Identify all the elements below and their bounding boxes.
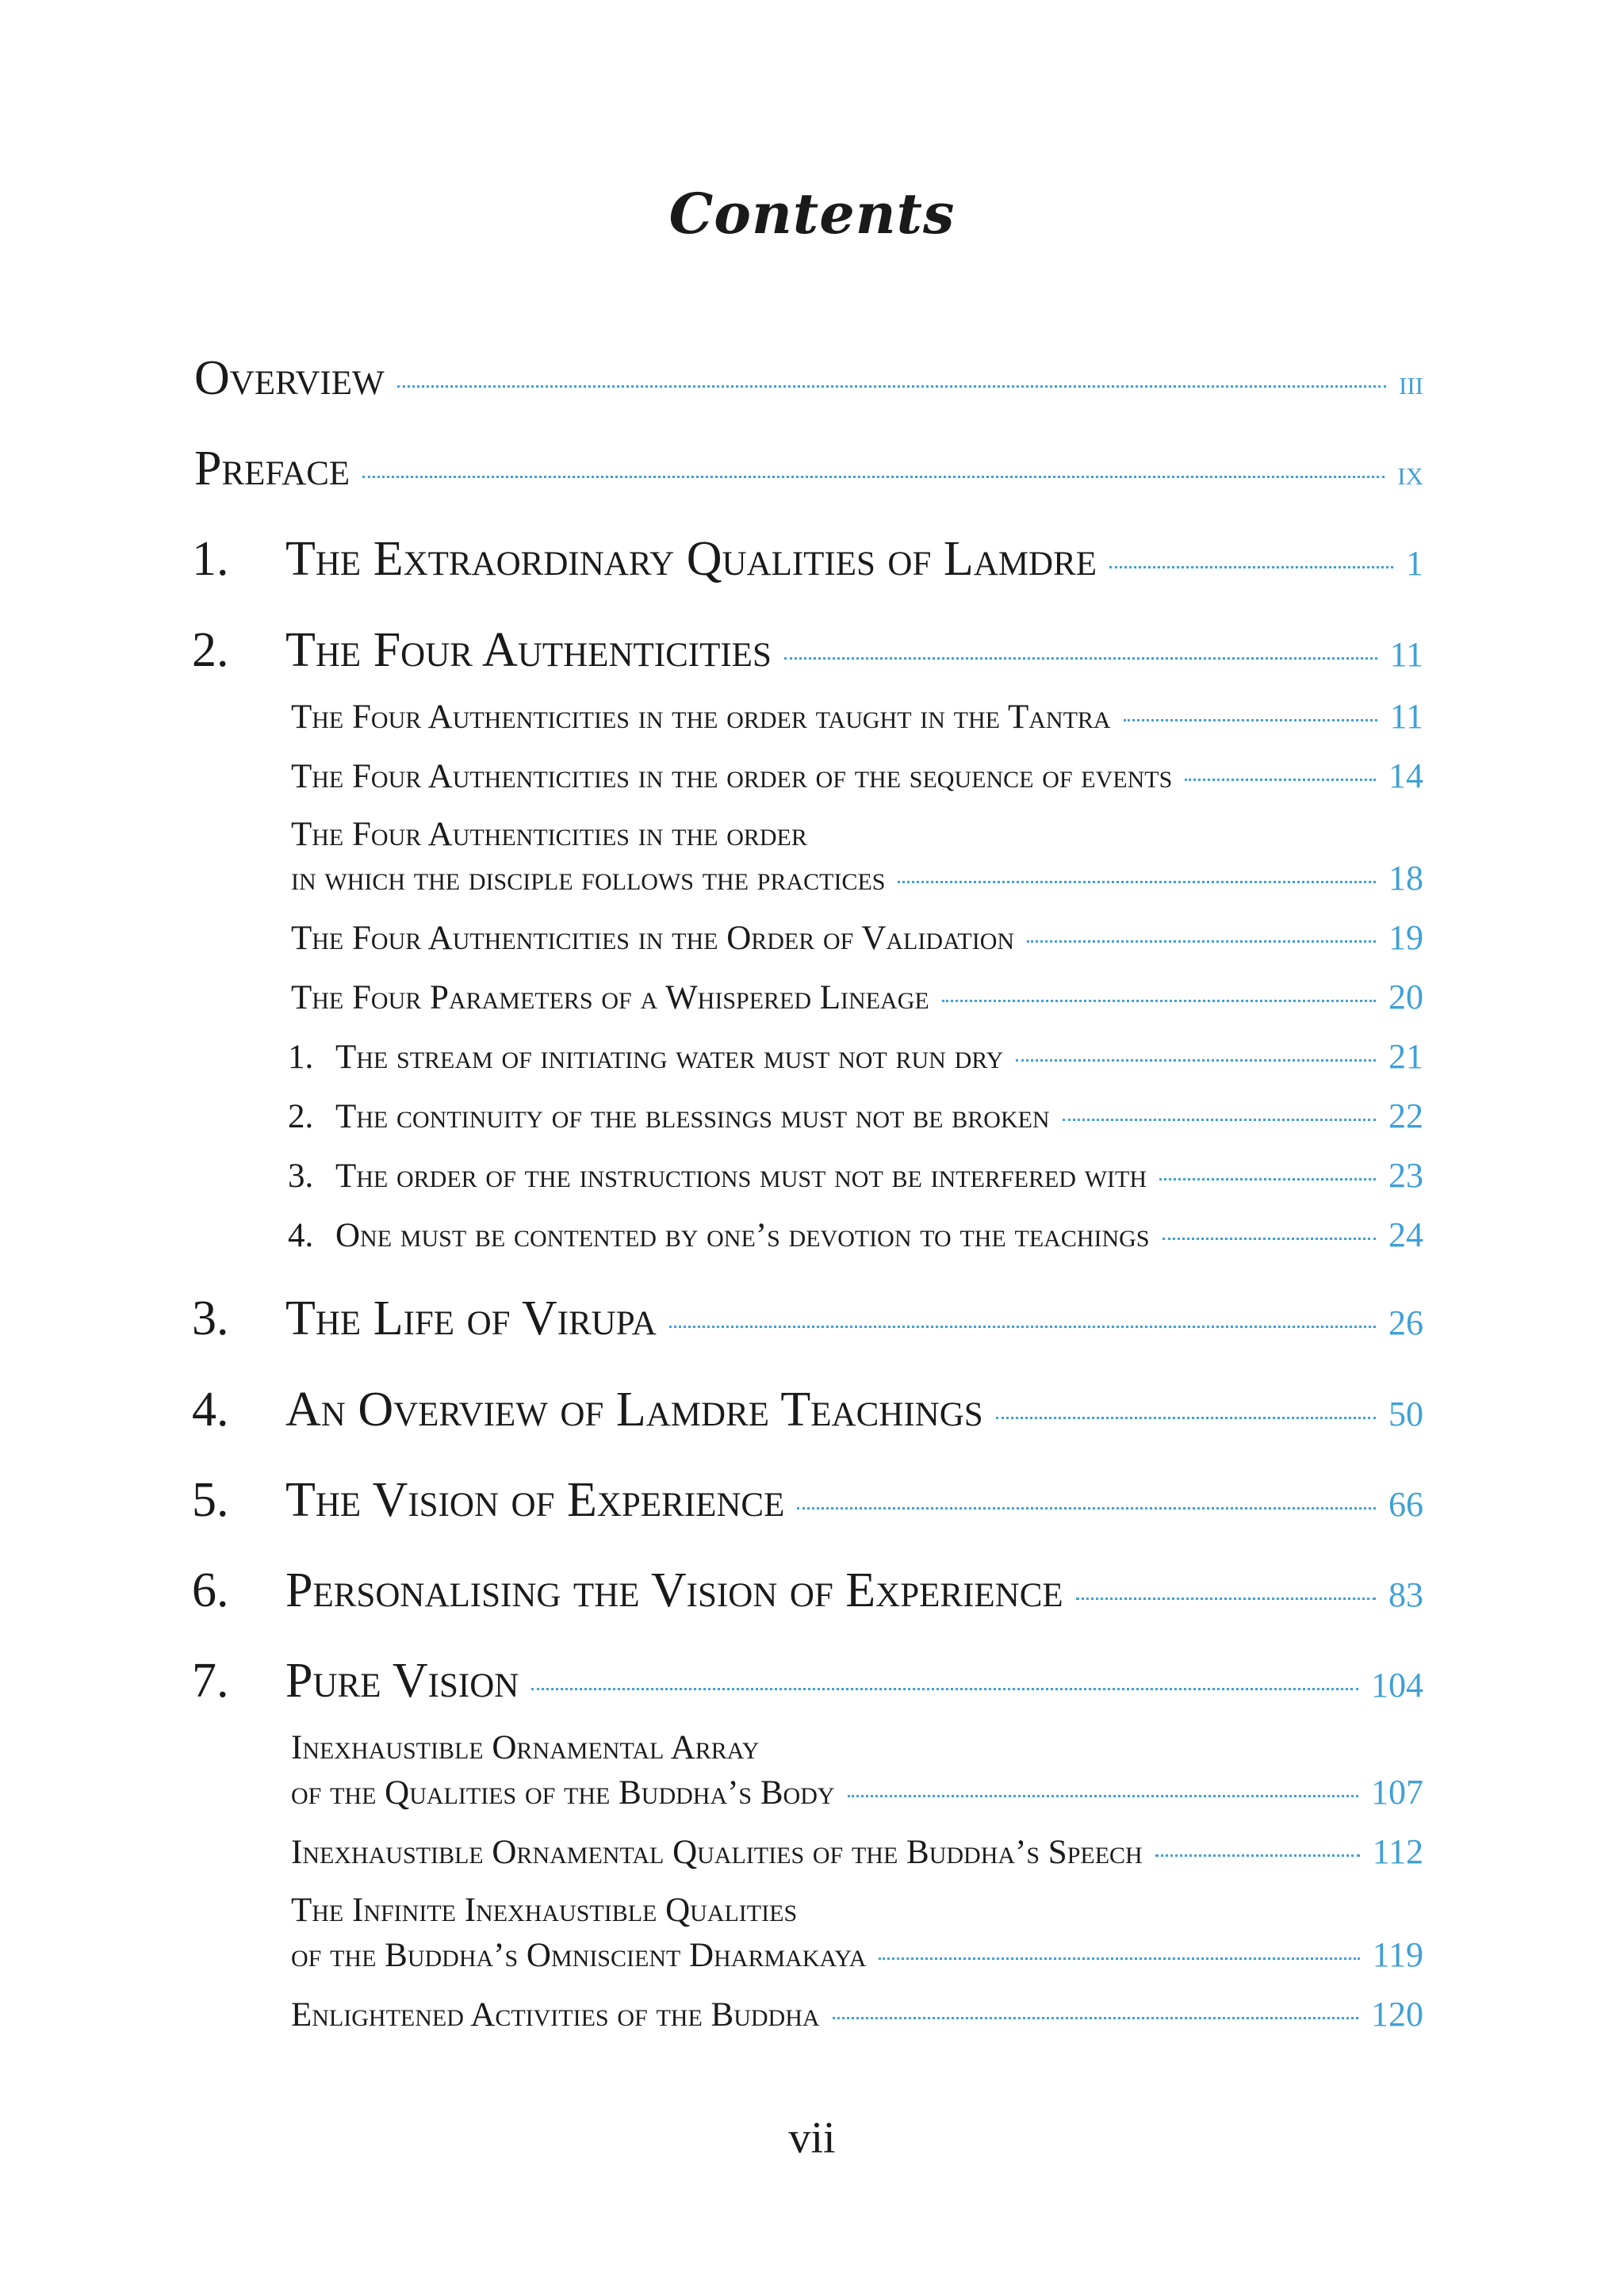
item-number: 3. [288, 1158, 314, 1195]
toc-subentry-numbered[interactable] [288, 1155, 1423, 1196]
chapter-number: 7. [192, 1654, 229, 1708]
toc-entry-chapter-2[interactable] [192, 622, 1423, 679]
toc-entry-title: Preface [194, 442, 350, 496]
dot-leader [942, 1000, 1376, 1002]
toc-entry-preface[interactable] [194, 441, 1423, 497]
dot-leader [1016, 1059, 1376, 1062]
toc-entry-title: Overview [194, 351, 385, 405]
dot-leader [1185, 779, 1376, 781]
toc-entry-title: The Life of Virupa [285, 1292, 657, 1345]
dot-leader [898, 881, 1376, 883]
item-number: 1. [288, 1039, 314, 1076]
dot-leader [833, 2017, 1358, 2019]
toc-entry-title: The Four Authenticities in the order taught in the Tantra [291, 698, 1111, 736]
dot-leader [1155, 1854, 1360, 1857]
toc-subentry-numbered[interactable] [288, 1096, 1423, 1136]
toc-subentry-numbered[interactable] [288, 1215, 1423, 1255]
toc-entry-chapter-6[interactable] [192, 1563, 1423, 1619]
toc-entry-title: Enlightened Activities of the Buddha [291, 1996, 820, 2034]
dot-leader [848, 1795, 1358, 1797]
item-number: 2. [288, 1098, 314, 1135]
dot-leader [397, 385, 1386, 388]
toc-entry-title: The continuity of the blessings must not be broken [335, 1098, 1050, 1135]
toc-entry-title: Pure Vision [285, 1654, 519, 1708]
toc-entry-title: of the Buddha’s Omniscient Dharmakaya [291, 1937, 867, 1974]
toc-entry-title: The Extraordinary Qualities of Lamdre [285, 532, 1097, 586]
toc-subentry-line1: The Infinite Inexhaustible Qualities [291, 1892, 798, 1929]
toc-entry-title: The Four Parameters of a Whispered Lineage [291, 979, 929, 1016]
toc-entry-title: of the Qualities of the Buddha’s Body [291, 1774, 835, 1812]
toc-subentry[interactable] [291, 858, 1423, 898]
toc-entry-page: 104 [1371, 1666, 1423, 1705]
chapter-number: 4. [192, 1383, 229, 1437]
toc-entry-title: The Four Authenticities in the Order of Validation [291, 920, 1015, 957]
toc-entry-page: 23 [1388, 1156, 1423, 1195]
toc-entry-chapter-4[interactable] [192, 1382, 1423, 1438]
toc-entry-chapter-1[interactable] [192, 531, 1423, 587]
chapter-number: 2. [192, 623, 229, 677]
chapter-number: 3. [192, 1292, 229, 1345]
dot-leader [1109, 566, 1393, 568]
dot-leader [1063, 1119, 1376, 1121]
toc-entry-page: 50 [1388, 1395, 1423, 1433]
toc-entry-page: 18 [1388, 859, 1423, 897]
toc-entry-page: 1 [1406, 544, 1423, 583]
dot-leader [996, 1417, 1376, 1419]
chapter-number: 6. [192, 1563, 229, 1617]
toc-subentry[interactable] [291, 756, 1423, 796]
toc-entry-title: Inexhaustible Ornamental Qualities of the Buddha’s Speech [291, 1834, 1143, 1871]
toc-subentry[interactable] [291, 977, 1423, 1017]
toc-entry-page: 20 [1388, 978, 1423, 1016]
toc-entry-chapter-3[interactable] [192, 1291, 1423, 1347]
page-number: vii [788, 2114, 836, 2163]
toc-subentry[interactable] [291, 1831, 1423, 1872]
toc-entry-page: 11 [1389, 697, 1423, 736]
item-number: 4. [288, 1217, 314, 1254]
toc-entry-title: Personalising the Vision of Experience [285, 1563, 1063, 1617]
toc-entry-page: ix [1397, 453, 1423, 492]
toc-entry-title: The Four Authenticities [285, 623, 772, 677]
dot-leader [669, 1326, 1376, 1328]
toc-subentry-numbered[interactable] [288, 1036, 1423, 1077]
toc-entry-page: 119 [1372, 1935, 1423, 1974]
toc-entry-page: 107 [1371, 1773, 1423, 1812]
dot-leader [1076, 1598, 1376, 1600]
toc-subentry[interactable] [291, 696, 1423, 737]
dot-leader [784, 657, 1377, 660]
toc-entry-page: 21 [1388, 1037, 1423, 1076]
toc-subentry[interactable] [291, 917, 1423, 958]
dot-leader [362, 476, 1385, 478]
toc-entry-title: The Vision of Experience [285, 1473, 785, 1527]
toc-entry-page: 66 [1388, 1485, 1423, 1524]
toc-entry-overview[interactable] [194, 350, 1423, 407]
toc-entry-page: 24 [1388, 1215, 1423, 1254]
toc-subentry[interactable] [291, 1994, 1423, 2034]
toc-entry-title: An Overview of Lamdre Teachings [285, 1383, 983, 1437]
chapter-number: 5. [192, 1473, 229, 1527]
chapter-number: 1. [192, 532, 229, 586]
toc-entry-page: 14 [1388, 756, 1423, 795]
toc-entry-page: 11 [1389, 635, 1423, 674]
toc-subentry-line1: The Four Authenticities in the order [291, 816, 807, 853]
dot-leader [1159, 1178, 1376, 1181]
toc-entry-title: in which the disciple follows the practices [291, 860, 886, 897]
toc-subentry-line1: Inexhaustible Ornamental Array [291, 1729, 760, 1766]
toc-entry-page: iii [1399, 363, 1423, 402]
toc-subentry[interactable] [291, 1934, 1423, 1975]
toc-entry-title: The Four Authenticities in the order of the sequence of events [291, 758, 1173, 795]
dot-leader [1027, 940, 1376, 943]
toc-entry-page: 83 [1388, 1575, 1423, 1614]
dot-leader [1124, 719, 1377, 721]
dot-leader [797, 1507, 1376, 1510]
toc-entry-page: 26 [1388, 1303, 1423, 1342]
toc-entry-page: 120 [1371, 1995, 1423, 2034]
toc-entry-chapter-7[interactable] [192, 1653, 1423, 1709]
toc-entry-page: 22 [1388, 1096, 1423, 1135]
page-title: Contents [668, 181, 956, 247]
toc-entry-page: 19 [1388, 918, 1423, 957]
toc-entry-title: One must be contented by one’s devotion to the teachings [335, 1217, 1150, 1254]
toc-entry-chapter-5[interactable] [192, 1472, 1423, 1529]
toc-subentry[interactable] [291, 1772, 1423, 1812]
dot-leader [879, 1957, 1359, 1960]
dot-leader [1162, 1238, 1376, 1240]
toc-entry-title: The order of the instructions must not be interfered with [335, 1158, 1147, 1195]
toc-entry-page: 112 [1372, 1832, 1423, 1871]
toc-entry-title: The stream of initiating water must not run dry [335, 1039, 1004, 1076]
dot-leader [531, 1688, 1358, 1690]
